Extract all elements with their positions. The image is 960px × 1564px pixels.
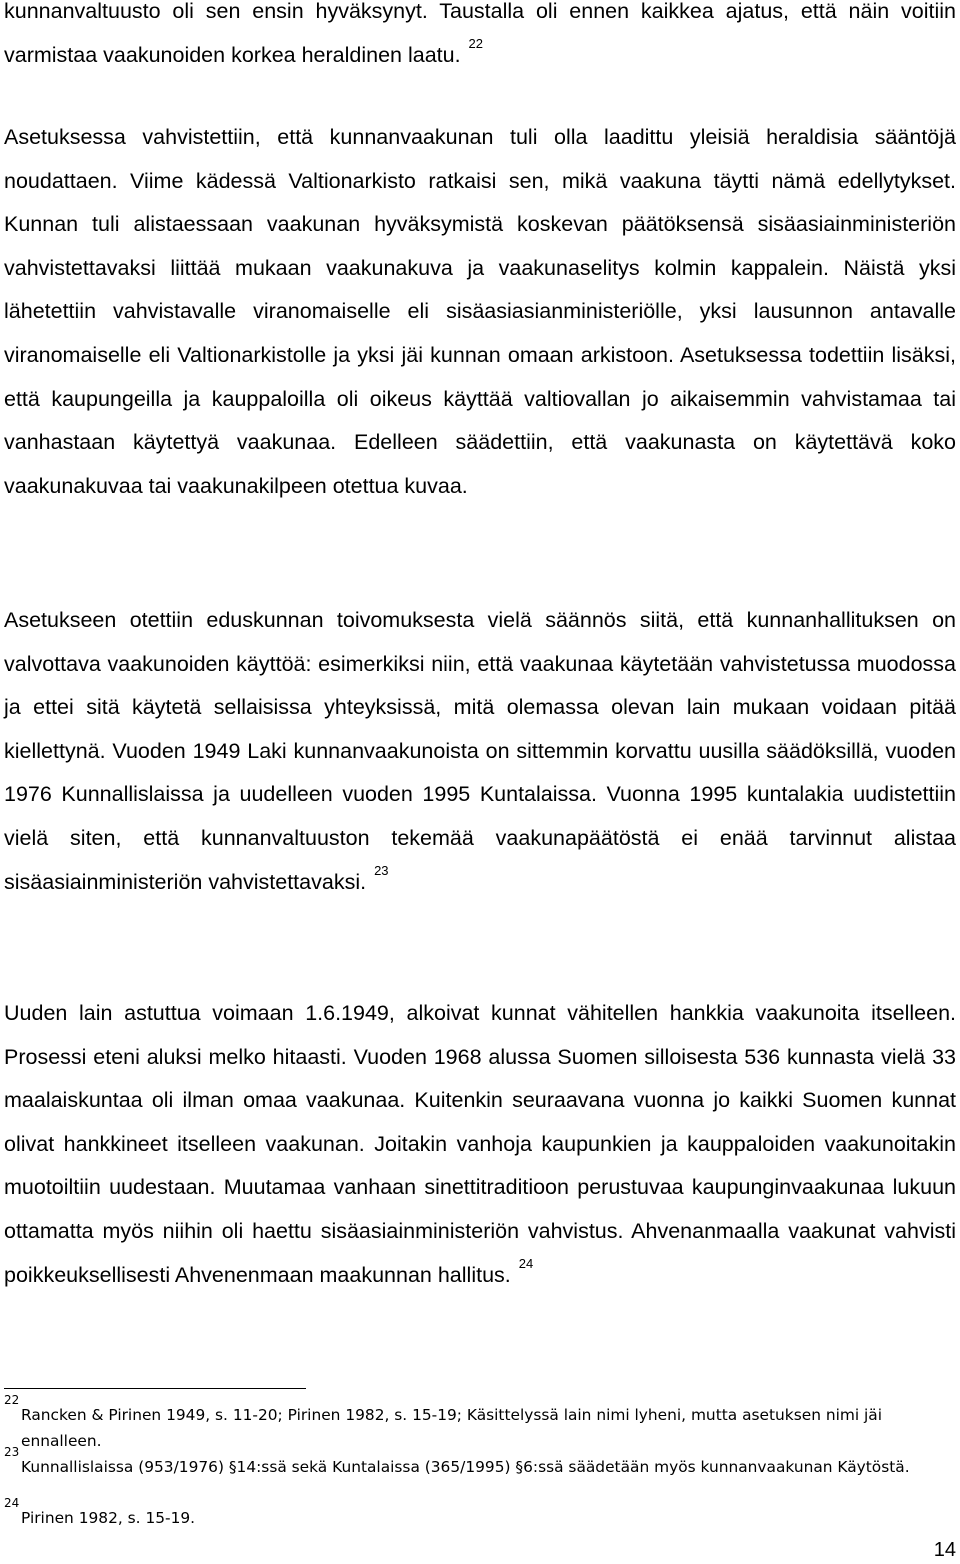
footnote-number: 23 <box>4 1445 20 1459</box>
body-paragraph-3 <box>4 599 956 904</box>
paragraph-text: Asetukseen otettiin eduskunnan toivomuksesta vielä säännös siitä, että kunnanhallituksen on valvottava vaakunoiden käyttöä: esimerkiksi niin, että vaakunaa käytetään vahvistetussa muodossa ja ettei sitä käytetä sellaisissa yhteyksissä, mitä olemassa olevan lain mukaan voidaan pitää kiellettynä. Vuoden 1949 Laki kunnanvaakunoista on sittemmin korvattu uusilla säädöksillä, vuoden 1976 Kunnallislaissa ja uudelleen vuoden 1995 Kuntalaissa. Vuonna 1995 kuntalakia uudistettiin vielä siten, että kunnanvaltuuston tekemää vaakunapäätöstä ei enää tarvinnut alistaa sisäasiainministeriön vahvistettavaksi. <box>4 608 956 894</box>
footnote-text: Pirinen 1982, s. 15-19. <box>21 1509 196 1527</box>
footnote-ref-23[interactable]: 23 <box>374 862 389 878</box>
paragraph-text: kunnanvaltuusto oli sen ensin hyväksynyt. Taustalla oli ennen kaikkea ajatus, että näin voitiin varmistaa vaakunoiden korkea heraldinen laatu. <box>4 0 956 67</box>
body-paragraph-1 <box>4 0 956 77</box>
paragraph-text: Uuden lain astuttua voimaan 1.6.1949, alkoivat kunnat vähitellen hankkia vaakunoita itselleen. Prosessi eteni aluksi melko hitaasti. Vuoden 1968 alussa Suomen silloisesta 536 kunnasta vielä 33 maalaiskuntaa oli ilman omaa vaakunaa. Kuitenkin seuraavana vuonna jo kaikki Suomen kunnat olivat hankkineet itselleen vaakunan. Joitakin vanhoja kaupunkien ja kauppaloiden vaakunoitakin muotoiltiin uudestaan. Muutamaa vanhaan sinettitraditioon perustuvaa kaupunginvaakunaa lukuun ottamatta myös niihin oli haettu sisäasiainministeriön vahvistus. Ahvenanmaalla vaakunat vahvisti poikkeuksellisesti Ahvenenmaan maakunnan hallitus. <box>4 1001 956 1287</box>
footnote-24 <box>4 1496 944 1531</box>
footnote-text: Kunnallislaissa (953/1976) §14:ssä sekä Kuntalaissa (365/1995) §6:ssä säädetään myös kunnanvaakunan Käytöstä. <box>21 1458 910 1476</box>
footnote-22 <box>4 1393 944 1454</box>
footnote-text: Rancken & Pirinen 1949, s. 11-20; Pirinen 1982, s. 15-19; Käsittelyssä lain nimi lyheni, mutta asetuksen nimi jäi ennalleen. <box>21 1406 883 1450</box>
body-paragraph-2: Asetuksessa vahvistettiin, että kunnanvaakunan tuli olla laadittu yleisiä heraldisia sääntöjä noudattaen. Viime kädessä Valtionarkisto ratkaisi sen, mikä vaakuna täytti nämä edellytykset. Kunnan tuli alistaessaan vaakunan hyväksymistä koskevan päätöksensä sisäasiainministeriön vahvistettavaksi liittää mukaan vaakunakuva ja vaakunaselitys kolmin kappalein. Näistä yksi lähetettiin vahvistavalle viranomaiselle eli sisäasiasianministeriölle, yksi lausunnon antavalle viranomaiselle eli Valtionarkistolle ja yksi jäi kunnan omaan arkistoon. Asetuksessa todettiin lisäksi, että kaupungeilla ja kauppaloilla oli oikeus käyttää valtiovallan jo aikaisemmin vahvistamaa tai vanhastaan käytettyä vaakunaa. Edelleen säädettiin, että vaakunasta on käytettävä koko vaakunakuvaa tai vaakunakilpeen otettua kuvaa. <box>4 125 956 498</box>
footnote-ref-22[interactable]: 22 <box>468 35 484 51</box>
footnote-ref-24[interactable]: 24 <box>518 1255 534 1271</box>
page-number: 14 <box>933 1539 956 1561</box>
footnote-23 <box>4 1445 944 1480</box>
body-paragraph-4 <box>4 992 956 1297</box>
footnote-number: 22 <box>4 1393 20 1407</box>
footnote-separator <box>4 1388 306 1389</box>
footnote-number: 24 <box>4 1496 20 1510</box>
